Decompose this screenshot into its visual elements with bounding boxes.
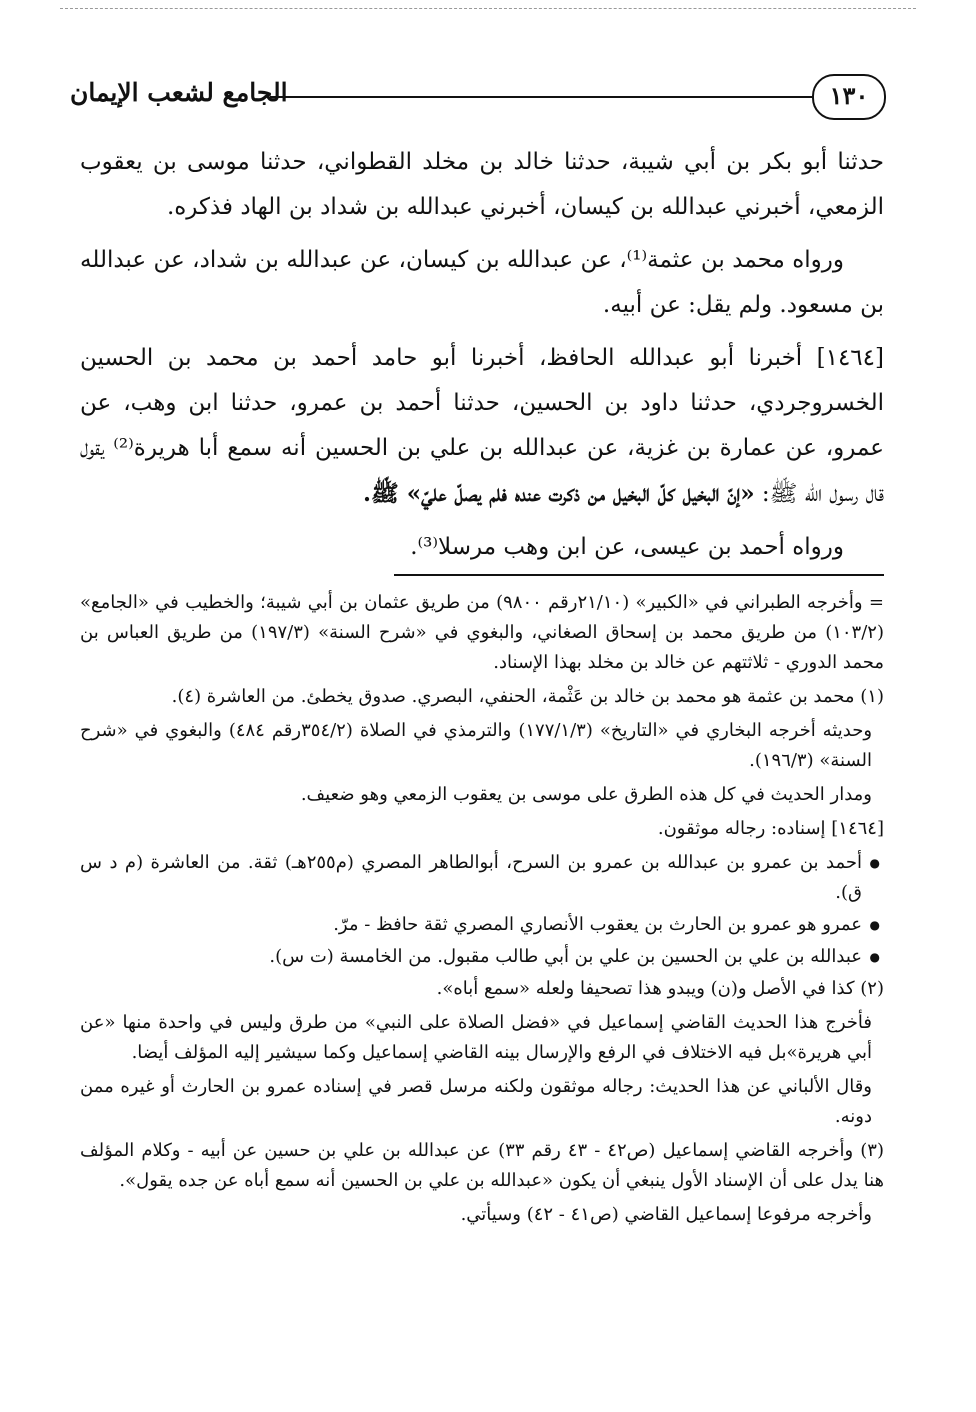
main-paragraph: حدثنا أبو بكر بن أبي شيبة، حدثنا خالد بن مخلد القطواني، حدثنا موسى بن يعقوب الزمعي، أخبرني عبدالله بن كيسان، أخبرني عبدالله بن شداد بن الهاد فذكره. (80, 149, 884, 220)
hadith-paragraph (80, 336, 884, 517)
narrator-item: ● أحمد بن عمرو بن عبدالله بن عمرو بن السرح، أبوالطاهر المصري (م٢٥٥هـ) ثقة. من العاشرة (م د س ق). (80, 848, 862, 908)
footnote-1: (١) محمد بن عثمة هو محمد بن خالد بن عَثْمة، الحنفي، البصري. صدوق يخطئ. من العاشرة (٤). (171, 686, 884, 707)
main-paragraph: ورواه أحمد بن عيسى، عن ابن وهب مرسلا⁽³⁾. (410, 534, 844, 560)
footnote-continuation: = وأخرجه الطبراني في «الكبير» (٢١/١٠رقم ٩٨٠٠) من طريق عثمان بن أبي شيبة؛ والخطيب في «الجامع» (١٠٣/٢) من طريق محمد بن إسحاق الصغاني، والبغوي في «شرح السنة» (١٩٧/٣) من طريق العباس بن محمد الدوري - ثلاثتهم عن خالد بن مخلد بهذا الإسناد. (80, 592, 884, 673)
footnote-separator (394, 574, 884, 576)
footnote-3-detail: وأخرجه مرفوعا إسماعيل القاضي (ص٤١ - ٤٢) وسيأتي. (460, 1204, 872, 1225)
isnad-heading: [١٤٦٤] إسناده: رجاله موثقون. (657, 818, 884, 839)
footnote-2: (٢) كذا في الأصل و(ن) ويبدو هذا تصحيفا ولعله «سمع أباه». (436, 978, 884, 999)
top-edge-rule (60, 8, 916, 9)
footnotes (80, 588, 884, 1234)
book-title: الجامع لشعب الإيمان (70, 78, 288, 107)
footnote-2-detail: وقال الألباني عن هذا الحديث: رجاله موثقون ولكنه مرسل قصر في إسناده عمرو بن الحارث أو غيره ممن دونه. (80, 1076, 872, 1127)
hadith-quote: «إنّ البخيل كلّ البخيل من ذكرت عنده فلم يصلّ عليّ» ﷺ. (362, 480, 755, 507)
footnote-1-detail: وحديثه أخرجه البخاري في «التاريخ» (١٧٧/١/٣) والترمذي في الصلاة (٣٥٤/٢رقم ٤٨٤) والبغوي في «شرح السنة» (١٩٦/٣). (80, 720, 873, 771)
page-number: ١٣٠ (812, 74, 886, 120)
main-paragraph: ورواه محمد بن عثمة⁽¹⁾، عن عبدالله بن كيسان، عن عبدالله بن شداد، عن عبدالله بن مسعود. ولم يقل: عن أبيه. (80, 247, 884, 318)
header-rule (270, 96, 814, 98)
hadith-isnad: [١٤٦٤] أخبرنا أبو عبدالله الحافظ، أخبرنا أبو حامد أحمد بن محمد بن الحسين الخسروجردي، حدثنا داود بن الحسين، حدثنا أحمد بن عمرو، حدثنا ابن وهب، عن عمرو، عن عمارة بن غزية، عن عبدالله بن علي بن الحسين أنه سمع أبا هريرة⁽²⁾ يقول قال رسول الله ﷺ: (80, 345, 884, 507)
footnote-3: (٣) وأخرجه القاضي إسماعيل (ص٤٢ - ٤٣ رقم ٣٣) عن عبدالله بن علي بن حسين عن أبيه - وكلام المؤلف هنا يدل على أن الإسناد الأول ينبغي أن يكون «عبدالله بن علي بن الحسين أنه سمع أباه عن جده يقول». (80, 1140, 884, 1191)
narrator-item: ● عبدالله بن علي بن الحسين بن علي بن أبي طالب مقبول. من الخامسة (ت س). (80, 942, 862, 972)
narrator-item: ● عمرو هو عمرو بن الحارث بن يعقوب الأنصاري المصري ثقة حافظ - مرّ. (80, 910, 862, 940)
narrator-list (80, 848, 884, 972)
footnote-2-detail: فأخرج هذا الحديث القاضي إسماعيل في «فضل الصلاة على النبي» من طرق وليس في واحدة منها «عن أبي هريرة»بل فيه الاختلاف في الرفع والإرسال بينه القاضي إسماعيل وكما سيشير إليه المؤلف أيضا. (80, 1012, 872, 1063)
page-header (70, 74, 886, 120)
main-text (80, 140, 884, 578)
footnote-1-detail: ومدار الحديث في كل هذه الطرق على موسى بن يعقوب الزمعي وهو ضعيف. (300, 784, 872, 805)
